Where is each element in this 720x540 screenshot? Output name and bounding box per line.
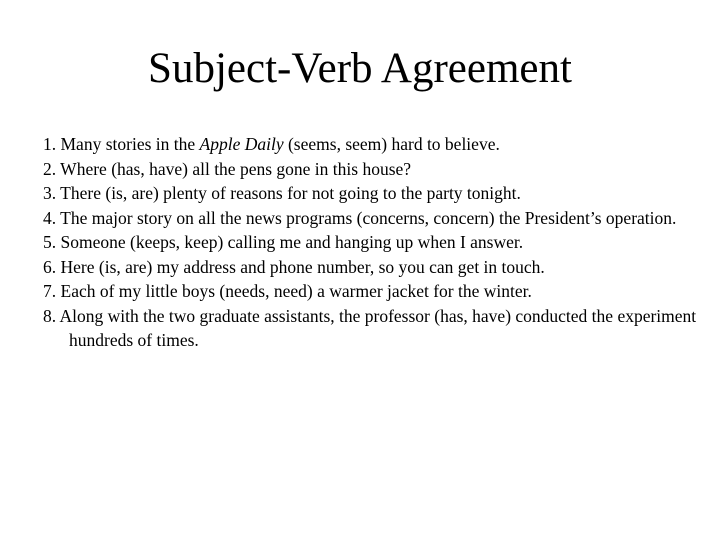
item-text: Each of my little boys (needs, need) a warmer jacket for the winter.	[56, 281, 532, 301]
item-text: Where (has, have) all the pens gone in this house?	[56, 158, 412, 179]
item-text: There (is, are) plenty of reasons for not going to the party tonight.	[56, 183, 521, 203]
item-number: 3.	[43, 183, 57, 203]
exercise-item-6	[43, 255, 703, 280]
exercise-item-1	[43, 132, 703, 157]
item-text: The major story on all the news programs (concerns, concern) the President’s operation.	[56, 207, 677, 228]
exercise-item-4	[43, 206, 703, 231]
exercise-item-3	[43, 181, 703, 206]
item-number: 2.	[43, 158, 57, 179]
item-number: 6.	[43, 256, 57, 277]
exercise-item-7	[43, 279, 703, 304]
item-text: Here (is, are) my address and phone number, so you can get in touch.	[56, 256, 545, 277]
item-number: 8.	[43, 305, 57, 326]
item-number: 1.	[43, 134, 57, 154]
item-italic-text: Apple Daily	[199, 134, 284, 154]
item-number: 7.	[43, 281, 57, 301]
item-number: 5.	[43, 232, 57, 252]
exercise-item-8	[43, 304, 703, 353]
item-text: Many stories in the	[56, 134, 200, 154]
item-number: 4.	[43, 207, 57, 228]
item-text-after: (seems, seem) hard to believe.	[283, 134, 500, 154]
exercise-item-5	[43, 230, 703, 255]
exercise-list	[43, 132, 703, 353]
slide-title: Subject-Verb Agreement	[148, 45, 572, 92]
exercise-item-2	[43, 157, 703, 182]
item-text: Along with the two graduate assistants, the professor (has, have) conducted the experiment hundreds of times.	[56, 305, 697, 350]
item-text: Someone (keeps, keep) calling me and hanging up when I answer.	[56, 232, 524, 252]
